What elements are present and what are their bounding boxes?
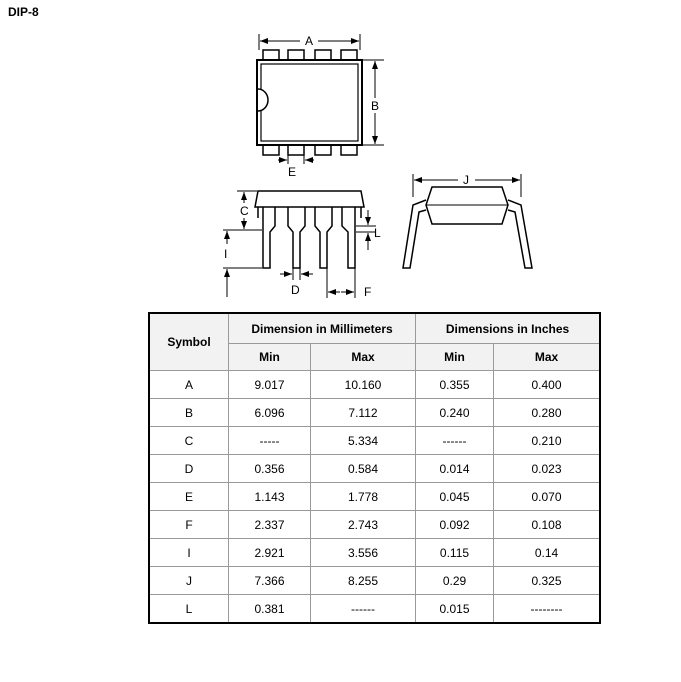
table-row (149, 399, 600, 427)
row-symbol: C (149, 427, 229, 455)
row-symbol: L (149, 595, 229, 624)
label-d: D (291, 283, 300, 297)
row-symbol: B (149, 399, 229, 427)
row-mm-min: 7.366 (229, 567, 311, 595)
row-mm-max: 2.743 (311, 511, 416, 539)
row-inch-min: 0.045 (416, 483, 494, 511)
row-mm-max: 5.334 (311, 427, 416, 455)
dimension-d (280, 268, 313, 280)
inch-header: Dimensions in Inches (416, 313, 601, 344)
row-mm-min: 6.096 (229, 399, 311, 427)
top-view (257, 50, 362, 155)
row-inch-min: 0.015 (416, 595, 494, 624)
row-inch-min: 0.092 (416, 511, 494, 539)
row-symbol: F (149, 511, 229, 539)
row-inch-max: 0.280 (494, 399, 601, 427)
table-row (149, 567, 600, 595)
label-i: I (224, 247, 228, 261)
row-mm-min: 9.017 (229, 371, 311, 399)
row-inch-min: ------ (416, 427, 494, 455)
inch-max-header: Max (494, 344, 601, 371)
inch-min-header: Min (416, 344, 494, 371)
front-view (255, 191, 364, 268)
row-mm-min: 2.337 (229, 511, 311, 539)
package-drawing (0, 0, 681, 310)
row-mm-max: 3.556 (311, 539, 416, 567)
row-inch-max: 0.400 (494, 371, 601, 399)
label-e: E (288, 165, 297, 179)
side-view (403, 187, 532, 268)
mm-min-header: Min (229, 344, 311, 371)
row-mm-max: 0.584 (311, 455, 416, 483)
row-inch-min: 0.115 (416, 539, 494, 567)
label-f: F (364, 285, 372, 299)
symbol-header: Symbol (149, 313, 229, 371)
dimension-e (278, 155, 314, 164)
dimension-f (327, 268, 355, 298)
table-row (149, 455, 600, 483)
row-symbol: D (149, 455, 229, 483)
dimension-table (148, 312, 601, 624)
table-row (149, 539, 600, 567)
label-j: J (463, 173, 469, 187)
mm-max-header: Max (311, 344, 416, 371)
row-inch-min: 0.355 (416, 371, 494, 399)
row-inch-min: 0.29 (416, 567, 494, 595)
table-row (149, 511, 600, 539)
row-inch-max: 0.108 (494, 511, 601, 539)
row-mm-min: 1.143 (229, 483, 311, 511)
row-mm-max: 8.255 (311, 567, 416, 595)
row-inch-max: -------- (494, 595, 601, 624)
mm-header: Dimension in Millimeters (229, 313, 416, 344)
row-symbol: J (149, 567, 229, 595)
row-mm-max: ------ (311, 595, 416, 624)
row-inch-max: 0.325 (494, 567, 601, 595)
table-row (149, 595, 600, 624)
row-inch-max: 0.210 (494, 427, 601, 455)
row-mm-min: 0.381 (229, 595, 311, 624)
table-row (149, 483, 600, 511)
row-symbol: A (149, 371, 229, 399)
dimension-i (223, 230, 262, 297)
row-mm-min: ----- (229, 427, 311, 455)
row-inch-min: 0.240 (416, 399, 494, 427)
row-inch-max: 0.14 (494, 539, 601, 567)
row-mm-max: 1.778 (311, 483, 416, 511)
table-row (149, 371, 600, 399)
row-mm-min: 0.356 (229, 455, 311, 483)
row-mm-max: 10.160 (311, 371, 416, 399)
label-c: C (240, 204, 249, 218)
dimension-l (356, 210, 376, 250)
label-l: L (374, 226, 381, 240)
label-a: A (305, 34, 314, 48)
label-b: B (371, 99, 380, 113)
row-mm-min: 2.921 (229, 539, 311, 567)
row-symbol: I (149, 539, 229, 567)
table-row (149, 427, 600, 455)
row-inch-max: 0.023 (494, 455, 601, 483)
row-inch-min: 0.014 (416, 455, 494, 483)
row-mm-max: 7.112 (311, 399, 416, 427)
row-symbol: E (149, 483, 229, 511)
row-inch-max: 0.070 (494, 483, 601, 511)
package-title: DIP-8 (8, 5, 39, 19)
